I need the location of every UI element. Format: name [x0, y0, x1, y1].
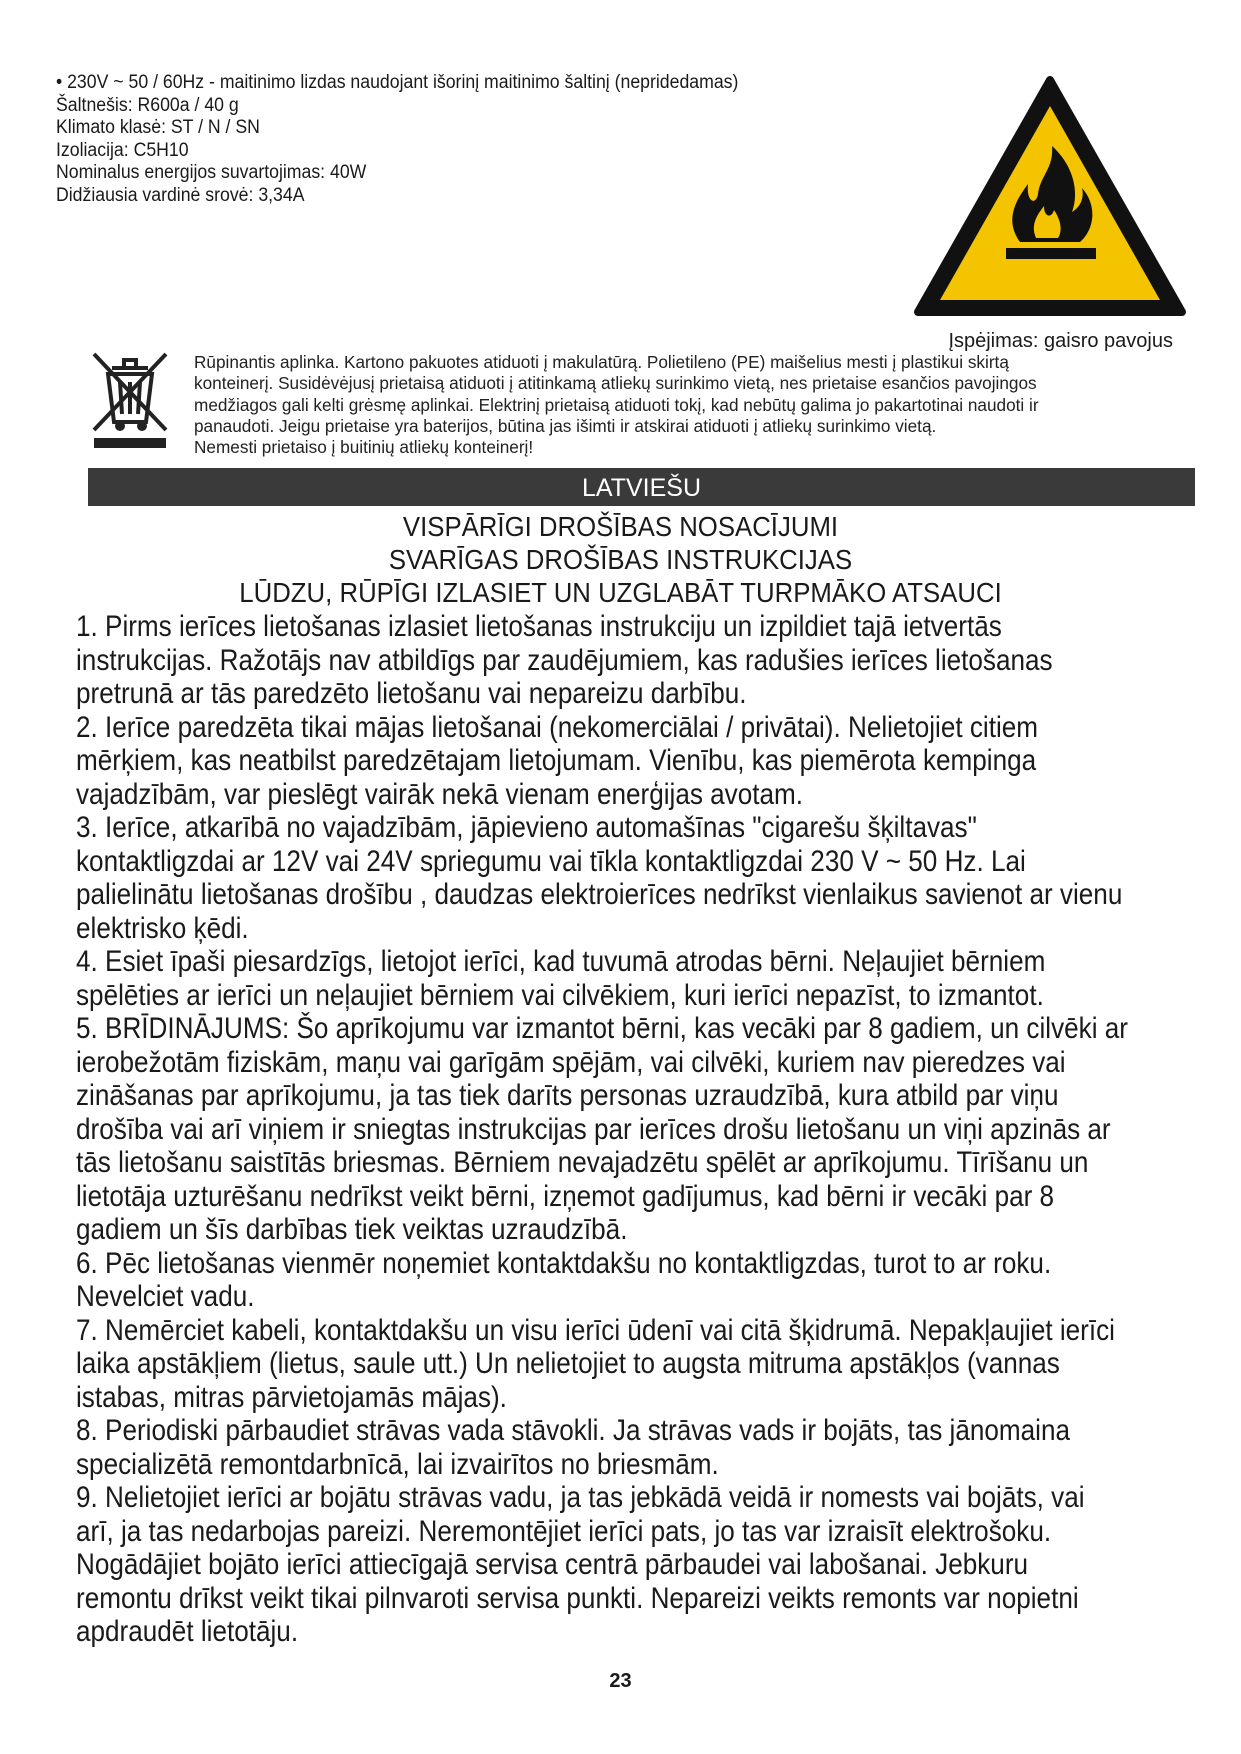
instruction-line: spēlēties ar ierīci un neļaujiet bērniem vai cilvēkiem, kuri ierīci nepazīst, to izmantot.	[76, 978, 1044, 1012]
environment-notice	[194, 352, 1174, 458]
instruction-line: specializētā remontdarbnīcā, lai izvairītos no briesmām.	[76, 1447, 719, 1481]
spec-line: Izoliacija: C5H10	[56, 139, 189, 161]
safety-instructions	[76, 610, 1128, 1649]
specifications-block	[56, 72, 744, 207]
instruction-line: drošība vai arī viņiem ir sniegtas instrukcijas par ierīces drošu lietošanu un viņi apzinās ar	[76, 1112, 1111, 1146]
instruction-line: pretrunā ar tās paredzēto lietošanu vai nepareizu darbību.	[76, 677, 747, 710]
spec-line: • 230V ~ 50 / 60Hz - maitinimo lizdas naudojant išorinį maitinimo šaltinį (nepridedamas)	[56, 72, 739, 93]
section-headings	[0, 510, 1241, 609]
instruction-line: istabas, mitras pārvietojamās mājas).	[76, 1380, 507, 1414]
heading-line: VISPĀRĪGI DROŠĪBAS NOSACĪJUMI	[402, 511, 839, 542]
instruction-line: laika apstākļiem (lietus, saule utt.) Un nelietojiet to augsta mitruma apstākļos (vannas	[76, 1347, 1060, 1380]
instruction-line: 1. Pirms ierīces lietošanas izlasiet lietošanas instrukciju un izpildiet tajā ietvertās	[76, 610, 1002, 643]
env-line: Nemesti prietaiso į buitinių atliekų konteinerį!	[194, 437, 534, 458]
instruction-line: elektrisko ķēdi.	[76, 911, 249, 945]
env-line: konteinerį. Susidėvėjusį prietaisą atiduoti į atitinkamą atliekų surinkimo vietą, nes prietaise esančios pavojingos	[194, 373, 1037, 394]
weee-bin-icon	[90, 350, 170, 450]
instruction-line: 4. Esiet īpaši piesardzīgs, lietojot ierīci, kad tuvumā atrodas bērni. Neļaujiet bērniem	[76, 945, 1046, 978]
page-number: 23	[609, 1670, 632, 1692]
spec-line: Didžiausia vardinė srovė: 3,34A	[56, 184, 305, 206]
fire-warning-sign	[912, 72, 1188, 322]
flammable-warning-icon	[912, 72, 1188, 322]
instruction-line: vajadzībām, var pieslēgt vairāk nekā vienam enerģijas avotam.	[76, 777, 804, 811]
instruction-line: gadiem un šīs darbības tiek veiktas uzraudzībā.	[76, 1213, 628, 1246]
instruction-line: kontaktligzdai ar 12V vai 24V spriegumu vai tīkla kontaktligzdai 230 V ~ 50 Hz. Lai	[76, 844, 1026, 878]
instruction-line: arī, ja tas nedarbojas pareizi. Neremontējiet ierīci pats, jo tas var izraisīt elektrošoku.	[76, 1514, 1052, 1548]
instruction-line: instrukcijas. Ražotājs nav atbildīgs par zaudējumiem, kas radušies ierīces lietošanas	[76, 643, 1053, 677]
instruction-line: 2. Ierīce paredzēta tikai mājas lietošanai (nekomerciālai / privātai). Nelietojiet citiem	[76, 710, 1039, 744]
instruction-line: 9. Nelietojiet ierīci ar bojātu strāvas vadu, ja tas jebkādā veidā ir nomests vai bojāts, vai	[76, 1481, 1085, 1514]
heading-line: LŪDZU, RŪPĪGI IZLASIET UN UZGLABĀT TURPMĀKO ATSAUCI	[239, 577, 1002, 608]
env-line: Rūpinantis aplinka. Kartono pakuotes atiduoti į makulatūrą. Polietileno (PE) maišelius mesti į plastikui skirtą	[194, 352, 1009, 372]
instruction-line: palielinātu lietošanas drošību , daudzas elektroierīces nedrīkst vienlaikus savienot ar vienu	[76, 878, 1123, 911]
instruction-line: lietotāja uzturēšanu nedrīkst veikt bērni, izņemot gadījumus, kad bērni ir vecāki par 8	[76, 1179, 1055, 1213]
instruction-line: apdraudēt lietotāju.	[76, 1615, 299, 1648]
spec-line: Nominalus energijos suvartojimas: 40W	[56, 162, 367, 183]
instruction-line: zināšanas par aprīkojumu, ja tas tiek darīts personas uzraudzībā, kura atbild par viņu	[76, 1079, 1059, 1112]
spec-line: Klimato klasė: ST / N / SN	[56, 117, 260, 138]
instruction-line: 8. Periodiski pārbaudiet strāvas vada stāvokli. Ja strāvas vads ir bojāts, tas jānomaina	[76, 1414, 1071, 1447]
instruction-line: ierobežotām fiziskām, maņu vai garīgām spējām, vai cilvēki, kuriem nav pieredzes vai	[76, 1045, 1066, 1079]
instruction-line: 5. BRĪDINĀJUMS: Šo aprīkojumu var izmantot bērni, kas vecāki par 8 gadiem, un cilvēki ar	[76, 1012, 1128, 1045]
env-line: medžiagos gali kelti grėsmę aplinkai. Elektrinį prietaisą atiduoti tokį, kad nebūtų galima jo pakartotinai naudoti ir	[194, 394, 1039, 415]
instruction-line: mērķiem, kas neatbilst paredzētajam lietojumam. Vienību, kas piemērota kempinga	[76, 744, 1037, 777]
instruction-line: 6. Pēc lietošanas vienmēr noņemiet kontaktdakšu no kontaktligzdas, turot to ar roku.	[76, 1246, 1052, 1280]
instruction-line: Nevelciet vadu.	[76, 1280, 255, 1313]
instruction-line: remontu drīkst veikt tikai pilnvaroti servisa punkti. Nepareizi veikts remonts var nopietni	[76, 1581, 1079, 1615]
spec-line: Šaltnešis: R600a / 40 g	[56, 94, 239, 116]
instruction-line: tās lietošanu saistītās briesmas. Bērniem nevajadzētu spēlēt ar aprīkojumu. Tīrīšanu un	[76, 1146, 1089, 1179]
warning-caption: Įspėjimas: gaisro pavojus	[948, 330, 1173, 352]
instruction-line: 3. Ierīce, atkarībā no vajadzībām, jāpievieno automašīnas "cigarešu šķiltavas"	[76, 811, 977, 844]
language-bar: LATVIEŠU	[88, 468, 1195, 506]
instruction-line: 7. Nemērciet kabeli, kontaktdakšu un visu ierīci ūdenī vai citā šķidrumā. Nepakļaujiet ierīci	[76, 1313, 1115, 1347]
instruction-line: Nogādājiet bojāto ierīci attiecīgajā servisa centrā pārbaudei vai labošanai. Jebkuru	[76, 1548, 1029, 1581]
env-line: panaudoti. Jeigu prietaise yra baterijos, būtina jas išimti ir atskirai atiduoti į atliekų surinkimo vietą.	[194, 415, 937, 436]
heading-line: SVARĪGAS DROŠĪBAS INSTRUKCIJAS	[388, 544, 853, 575]
